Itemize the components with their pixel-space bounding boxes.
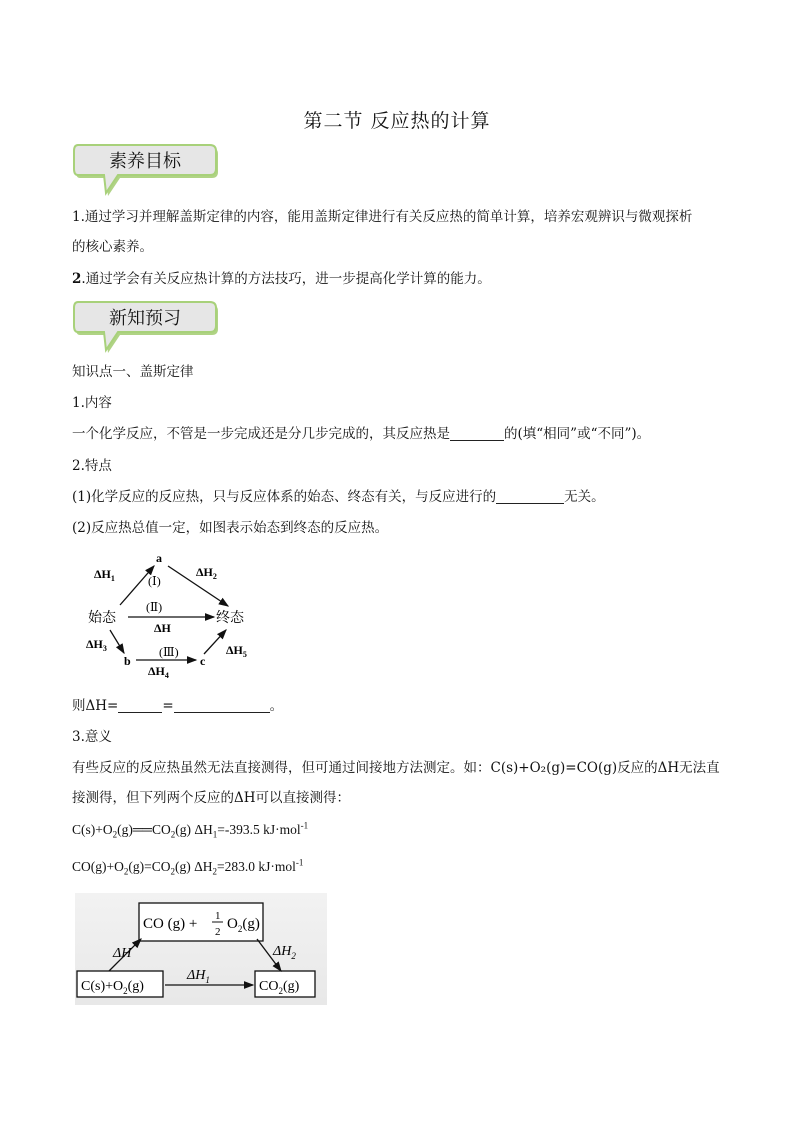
content-text: 一个化学反应，不管是一步完成还是分几步完成的，其反应热是 xyxy=(72,426,450,442)
delta-h5-label: $\Delta H_5$ xyxy=(226,643,247,659)
node-start: 始态 xyxy=(88,611,116,626)
section-badge-preview xyxy=(72,298,220,354)
result-end: 。 xyxy=(269,698,284,714)
delta-h1-label: $\Delta H_1$ xyxy=(187,968,210,985)
meaning-line-1: 有些反应的反应热虽然无法直接测得，但可通过间接地方法测定。如：C(s)+O₂(g)=CO(g)反应的ΔH无法直 xyxy=(72,760,720,776)
badge-label: 新知预习 xyxy=(109,308,181,329)
result-text: 则ΔH= xyxy=(72,698,119,714)
badge-label: 素养目标 xyxy=(109,151,181,172)
co-combustion-diagram xyxy=(75,893,327,1005)
content-sentence xyxy=(72,424,650,444)
goal-item-1-cont: 的核心素养。 xyxy=(72,239,153,255)
equation-2: $CO(g)+O_2(g)=CO_2(g)$ $\Delta H_2=283.0$ kJ·mol$^{-1}$ xyxy=(72,857,304,877)
fill-blank[interactable] xyxy=(174,698,270,713)
knowledge-point-heading: 知识点一、盖斯定律 xyxy=(72,364,194,380)
feature-1 xyxy=(72,487,605,507)
path-label-1: (Ⅰ) xyxy=(148,574,161,588)
goal-item-2-num: 2 xyxy=(72,271,82,287)
node-end: 终态 xyxy=(216,611,244,626)
left-box-text: $C(s)+O_2(g)$ xyxy=(81,979,144,996)
delta-h3-label: $\Delta H_3$ xyxy=(86,637,107,653)
speech-bubble-icon xyxy=(72,298,220,354)
delta-h-label: ΔH xyxy=(113,946,132,961)
fraction-denominator: 2 xyxy=(215,926,221,938)
equation-1: $C(s)+O_2(g)══CO_2(g)$ $\Delta H_1=-393.5$ kJ·mol$^{-1}$ xyxy=(72,820,309,840)
delta-h2-label: $\Delta H_2$ xyxy=(273,944,296,961)
node-c: c xyxy=(200,654,206,668)
meaning-line-2: 接测得，但下列两个反应的ΔH可以直接测得： xyxy=(72,790,351,806)
page-title: 第二节 反应热的计算 xyxy=(303,110,491,132)
fraction-numerator: 1 xyxy=(215,910,221,922)
speech-bubble-icon xyxy=(72,141,220,197)
path-label-2: (Ⅱ) xyxy=(146,600,163,614)
delta-h-label: ΔH xyxy=(154,621,171,635)
fill-blank[interactable] xyxy=(118,698,162,713)
subheading-content: 1.内容 xyxy=(72,395,112,411)
goal-item-1: 1.通过学习并理解盖斯定律的内容，能用盖斯定律进行有关反应热的简单计算，培养宏观辨识与微观探析 xyxy=(72,209,693,225)
subheading-features: 2.特点 xyxy=(72,458,112,474)
delta-h1-label: $\Delta H_1$ xyxy=(94,567,115,583)
subheading-meaning: 3.意义 xyxy=(72,729,112,745)
top-box-text: CO (g) + xyxy=(143,916,198,932)
right-box-text: $CO_2(g)$ xyxy=(259,979,300,996)
section-badge-goals xyxy=(72,141,220,197)
goal-item-2-text: .通过学会有关反应热计算的方法技巧，进一步提高化学计算的能力。 xyxy=(81,271,491,287)
arrow-c-to-end xyxy=(204,630,226,654)
result-line xyxy=(72,696,283,716)
top-box-o2: $O_2(g)$ xyxy=(227,916,260,934)
feature-2: (2)反应热总值一定，如图表示始态到终态的反应热。 xyxy=(72,520,389,536)
node-b: b xyxy=(124,654,131,668)
node-a: a xyxy=(156,551,162,565)
arrow-start-to-b xyxy=(110,630,124,653)
path-label-3: (Ⅲ) xyxy=(159,645,179,659)
feature-1-tail: 无关。 xyxy=(564,489,605,505)
fill-blank[interactable] xyxy=(496,489,564,504)
delta-h2-label: $\Delta H_2$ xyxy=(196,565,217,581)
content-text-tail: 的(填“相同”或“不同”)。 xyxy=(504,426,651,442)
result-equals: = xyxy=(162,698,174,714)
delta-h4-label: $\Delta H_4$ xyxy=(148,664,169,680)
fill-blank[interactable] xyxy=(450,426,504,441)
goal-item-2 xyxy=(72,269,491,289)
hess-path-diagram xyxy=(80,548,270,680)
feature-1-text: (1)化学反应的反应热，只与反应体系的始态、终态有关，与反应进行的 xyxy=(72,489,497,505)
